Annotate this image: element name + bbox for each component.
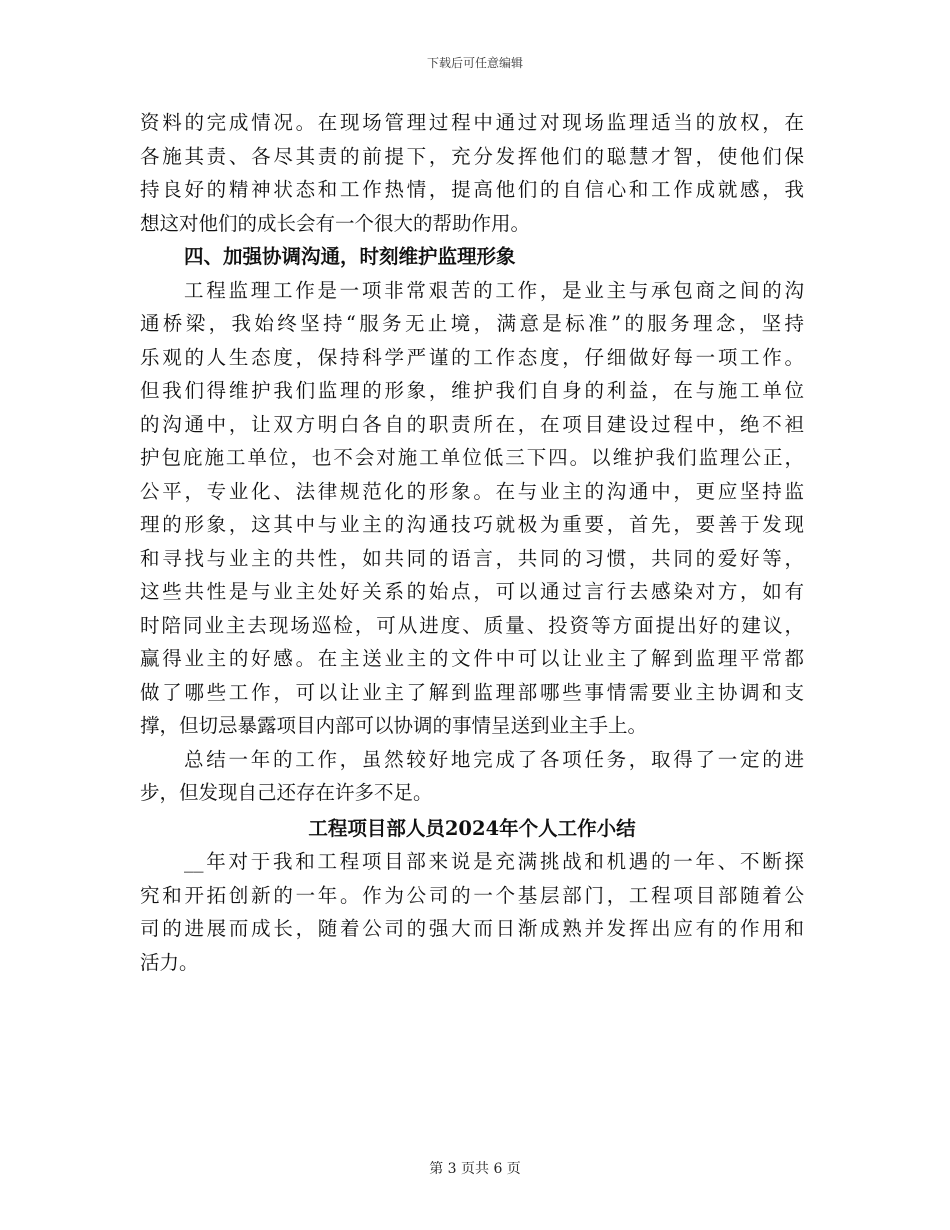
body-line: 乐观的人生态度，保持科学严谨的工作态度，仔细做好每一项工作。 (140, 345, 804, 369)
body-line: 撑，但切忌暴露项目内部可以协调的事情呈送到业主手上。 (140, 714, 648, 737)
body-line: 持良好的精神状态和工作热情，提高他们的自信心和工作成就感，我 (140, 178, 804, 201)
body-line: 的沟通中，让双方明白各自的职责所在，在项目建设过程中，绝不袒 (140, 412, 804, 436)
body-line: 步，但发现自己还存在许多不足。 (140, 781, 433, 804)
page-header: 下载后可任意编辑 (426, 56, 523, 70)
body-line: 资料的完成情况。在现场管理过程中通过对现场监理适当的放权，在 (140, 111, 804, 134)
body-line: 这些共性是与业主处好关系的始点，可以通过言行去感染对方，如有 (140, 580, 804, 603)
body-line: 各施其责、各尽其责的前提下，充分发挥他们的聪慧才智，使他们保 (140, 144, 804, 168)
body-line: 和寻找与业主的共性，如共同的语言，共同的习惯，共同的爱好等， (140, 546, 804, 570)
body-line: 司的进展而成长，随着公司的强大而日渐成熟并发挥出应有的作用和 (140, 917, 804, 940)
section-heading: 四、加强协调沟通，时刻维护监理形象 (184, 245, 516, 268)
body-line: 工程监理工作是一项非常艰苦的工作，是业主与承包商之间的沟 (184, 278, 804, 302)
body-line: 公平，专业化、法律规范化的形象。在与业主的沟通中，更应坚持监 (140, 479, 804, 503)
body-line: __年对于我和工程项目部来说是充满挑战和机遇的一年、不断探 (184, 850, 804, 873)
document-title: 工程项目部人员2024年个人工作小结 (308, 816, 636, 840)
body-line: 想这对他们的成长会有一个很大的帮助作用。 (140, 211, 531, 235)
document-body (140, 106, 804, 979)
body-line: 时陪同业主去现场巡检，可从进度、质量、投资等方面提出好的建议， (140, 613, 804, 637)
body-line: 护包庇施工单位，也不会对施工单位低三下四。以维护我们监理公正， (140, 446, 804, 469)
body-line: 但我们得维护我们监理的形象，维护我们自身的利益，在与施工单位 (140, 379, 804, 402)
body-line: 活力。 (140, 950, 199, 974)
body-line: 总结一年的工作，虽然较好地完成了各项任务，取得了一定的进 (184, 747, 804, 771)
body-line: 赢得业主的好感。在主送业主的文件中可以让业主了解到监理平常都 (140, 647, 804, 670)
page-footer: 第 3 页共 6 页 (429, 1161, 521, 1177)
body-line: 做了哪些工作，可以让业主了解到监理部哪些事情需要业主协调和支 (140, 680, 804, 704)
body-line: 理的形象，这其中与业主的沟通技巧就极为重要，首先，要善于发现 (140, 513, 804, 536)
body-line: 通桥梁，我始终坚持“服务无止境，满意是标准”的服务理念，坚持 (140, 312, 804, 335)
body-line: 究和开拓创新的一年。作为公司的一个基层部门，工程项目部随着公 (140, 883, 804, 907)
